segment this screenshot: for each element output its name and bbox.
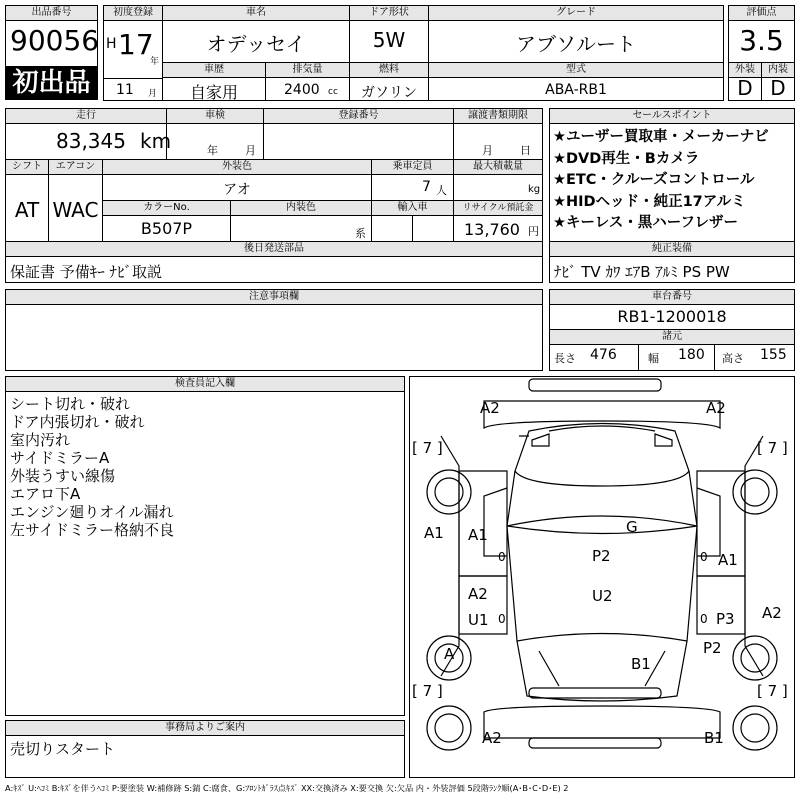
diagram-mark: A2 — [762, 604, 782, 622]
capacity-value: 7 — [422, 179, 431, 195]
interior-color-unit: 系 — [355, 227, 366, 240]
sales-points-cell — [549, 108, 795, 242]
diagram-mark: B1 — [631, 655, 651, 673]
color-number-label: カラーNo. — [103, 201, 230, 216]
later-parts-label: 後日発送部品 — [6, 242, 542, 257]
fuel-cell — [349, 62, 429, 101]
diagram-mark: B1 — [704, 729, 724, 747]
diagram-mark: A2 — [706, 399, 726, 417]
chassis-label: 車台番号 — [550, 290, 794, 305]
color-number-cell — [102, 200, 231, 242]
exterior-grade-cell — [728, 62, 762, 101]
sales-point-item: ★DVD再生・Bカメラ — [553, 150, 700, 167]
lot-number-value: 90056 — [10, 24, 100, 57]
diagram-mark: A2 — [482, 729, 502, 747]
inspector-line: シート切れ・破れ — [10, 395, 131, 413]
sales-point-item: ★キーレス・黒ハーフレザー — [553, 215, 738, 231]
recycle-label: リサイクル預託金 — [454, 201, 542, 216]
dims-divider — [638, 344, 639, 370]
office-cell — [5, 720, 405, 778]
interior-grade-label: 内装 — [762, 63, 794, 78]
car-diagram — [409, 376, 795, 778]
chassis-value: RB1-1200018 — [617, 307, 727, 326]
inspector-line: ドア内張切れ・破れ — [10, 413, 145, 431]
diagram-mark: P2 — [703, 639, 722, 657]
plate-cell — [263, 108, 454, 160]
year-unit: 年 — [150, 57, 160, 67]
max-load-unit: kg — [528, 184, 541, 195]
inspector-line: 左サイドミラー格納不良 — [10, 521, 174, 539]
notes-label: 注意事項欄 — [6, 290, 542, 305]
inspection-cell — [166, 108, 264, 160]
exterior-color-value: アオ — [223, 182, 251, 198]
inspection-month-unit: 月 — [245, 144, 256, 157]
lot-number-cell — [5, 5, 98, 67]
grade-value: アブソルート — [516, 32, 636, 56]
diagram-mark: A1 — [718, 551, 738, 569]
inspection-label: 車検 — [167, 109, 263, 124]
plate-label: 登録番号 — [264, 109, 453, 124]
inspection-year-unit: 年 — [207, 144, 218, 157]
recycle-value: 13,760 — [464, 220, 520, 239]
capacity-label: 乗車定員 — [372, 160, 453, 175]
exterior-grade-value: D — [737, 76, 753, 100]
length-value: 476 — [590, 347, 617, 363]
shift-value: AT — [14, 198, 40, 222]
height-label: 高さ — [722, 352, 744, 365]
sales-points-label: セールスポイント — [550, 109, 794, 124]
model-label: 型式 — [429, 63, 723, 78]
interior-grade-value: D — [770, 76, 786, 100]
fuel-value: ガソリン — [361, 85, 417, 101]
inspector-line: 外装うすい線傷 — [10, 467, 116, 485]
displacement-label: 排気量 — [266, 63, 349, 78]
shift-cell — [5, 159, 49, 242]
tire-mark: [ 7 ] — [412, 439, 443, 457]
dims-label: 諸元 — [550, 329, 794, 345]
equipment-cell — [549, 241, 795, 283]
history-cell — [162, 62, 266, 101]
ac-value: WAC — [52, 198, 99, 222]
diagram-mark: U2 — [592, 587, 613, 605]
fuel-label: 燃料 — [350, 63, 428, 78]
first-listing-badge: 初出品 — [5, 66, 98, 100]
sales-point-item: ★ユーザー買取車・メーカーナビ — [553, 129, 769, 145]
door-type-cell — [349, 5, 429, 63]
first-registration-label: 初度登録 — [104, 6, 162, 21]
sales-points-list — [553, 127, 769, 235]
mileage-cell — [5, 108, 172, 160]
office-value: 売切りスタート — [10, 740, 116, 758]
diagram-mark: A1 — [468, 526, 488, 544]
history-label: 車歴 — [163, 63, 265, 78]
width-value: 180 — [678, 347, 705, 363]
import-label: 輸入車 — [372, 201, 453, 216]
diagram-mark: 0 — [498, 550, 506, 564]
door-type-label: ドア形状 — [350, 6, 428, 21]
interior-grade-cell — [761, 62, 795, 101]
year-value: 17 — [118, 28, 154, 61]
diagram-mark: P3 — [716, 610, 735, 628]
interior-color-cell — [230, 200, 372, 242]
car-name-value: オデッセイ — [206, 32, 306, 56]
model-cell — [428, 62, 724, 101]
height-value: 155 — [760, 347, 787, 363]
diagram-mark: A2 — [468, 585, 488, 603]
mileage-label: 走行 — [6, 109, 166, 124]
lot-number-label: 出品番号 — [6, 6, 97, 21]
shift-label: シフト — [6, 160, 48, 175]
door-type-value: 5W — [372, 28, 406, 52]
inspector-cell — [5, 376, 405, 716]
diagram-mark: G — [626, 518, 638, 536]
diagram-mark: P2 — [592, 547, 611, 565]
month-unit: 月 — [148, 89, 158, 99]
mileage-value: 83,345 — [56, 129, 126, 153]
length-label: 長さ — [554, 352, 576, 365]
color-number-value: B507P — [140, 219, 193, 238]
grade-cell — [428, 5, 724, 63]
later-parts-cell — [5, 241, 543, 283]
reg-divider — [103, 78, 163, 79]
inspector-line: エアロ下A — [10, 485, 81, 503]
notes-cell — [5, 289, 543, 371]
grade-label: グレード — [429, 6, 723, 21]
month-value: 11 — [116, 82, 134, 98]
exterior-color-label: 外装色 — [103, 160, 371, 175]
exterior-color-cell — [102, 159, 372, 201]
max-load-label: 最大積載量 — [454, 160, 542, 175]
recycle-unit: 円 — [528, 225, 539, 238]
recycle-cell — [453, 200, 543, 242]
diagram-mark: 0 — [700, 550, 708, 564]
inspector-line: 室内汚れ — [10, 431, 71, 449]
import-cell — [371, 200, 454, 242]
legend-text: A:ｷｽﾞ U:ﾍｺﾐ B:ｷｽﾞを伴うﾍｺﾐ P:要塗装 W:補修跡 S:錆 C:腐食、G:ﾌﾛﾝﾄｶﾞﾗｽ点ｷｽﾞ XX:交換済み X:要交換 欠:欠品 内・外装評価 5段階ﾗﾝｸ順(A･B･C･D･E) 2 — [5, 783, 569, 793]
import-divider — [412, 215, 413, 241]
dims-divider — [714, 344, 715, 370]
transfer-month-unit: 月 — [482, 144, 493, 157]
diagram-mark: A2 — [480, 399, 500, 417]
equipment-value: ﾅﾋﾞ TV ｶﾜ ｴｱB ｱﾙﾐ PS PW — [554, 263, 730, 281]
inspector-notes — [10, 395, 174, 539]
width-label: 幅 — [648, 352, 659, 365]
ac-label: エアコン — [49, 160, 102, 175]
equipment-label: 純正装備 — [550, 242, 794, 257]
sales-point-item: ★HIDヘッド・純正17アルミ — [553, 193, 746, 210]
inspector-line: サイドミラーA — [10, 449, 110, 467]
displacement-value: 2400 — [284, 82, 320, 98]
score-value: 3.5 — [739, 24, 784, 57]
exterior-grade-label: 外装 — [729, 63, 761, 78]
interior-color-label: 内装色 — [231, 201, 371, 216]
chassis-cell — [549, 289, 795, 371]
office-label: 事務局よりご案内 — [6, 721, 404, 736]
sales-point-item: ★ETC・クルーズコントロール — [553, 172, 755, 188]
first-registration-cell — [103, 5, 163, 101]
diagram-mark: A1 — [424, 524, 444, 542]
ac-cell — [48, 159, 103, 242]
tire-mark: [ 7 ] — [412, 682, 443, 700]
tire-mark: [ 7 ] — [757, 439, 788, 457]
capacity-unit: 人 — [436, 184, 447, 197]
transfer-cell — [453, 108, 543, 160]
transfer-label: 譲渡書類期限 — [454, 109, 542, 124]
mileage-unit: km — [140, 129, 172, 153]
car-name-label: 車名 — [163, 6, 349, 21]
diagram-mark: U1 — [468, 611, 489, 629]
diagram-mark: A — [444, 645, 455, 663]
score-label: 評価点 — [729, 6, 794, 21]
era-value: H — [106, 36, 117, 52]
displacement-cell — [265, 62, 350, 101]
score-cell — [728, 5, 795, 63]
inspector-line: エンジン廻りオイル漏れ — [10, 503, 174, 521]
tire-mark: [ 7 ] — [757, 682, 788, 700]
diagram-mark: 0 — [700, 612, 708, 626]
diagram-mark: 0 — [498, 612, 506, 626]
displacement-unit: cc — [328, 87, 338, 97]
history-value: 自家用 — [189, 83, 238, 102]
car-name-cell — [162, 5, 350, 63]
capacity-cell — [371, 159, 454, 201]
transfer-day-unit: 日 — [520, 144, 531, 157]
inspector-label: 検査員記入欄 — [6, 377, 404, 392]
model-value: ABA-RB1 — [545, 82, 607, 98]
later-parts-value: 保証書 予備ｷｰ ﾅﾋﾞ取説 — [10, 263, 163, 281]
max-load-cell — [453, 159, 543, 201]
